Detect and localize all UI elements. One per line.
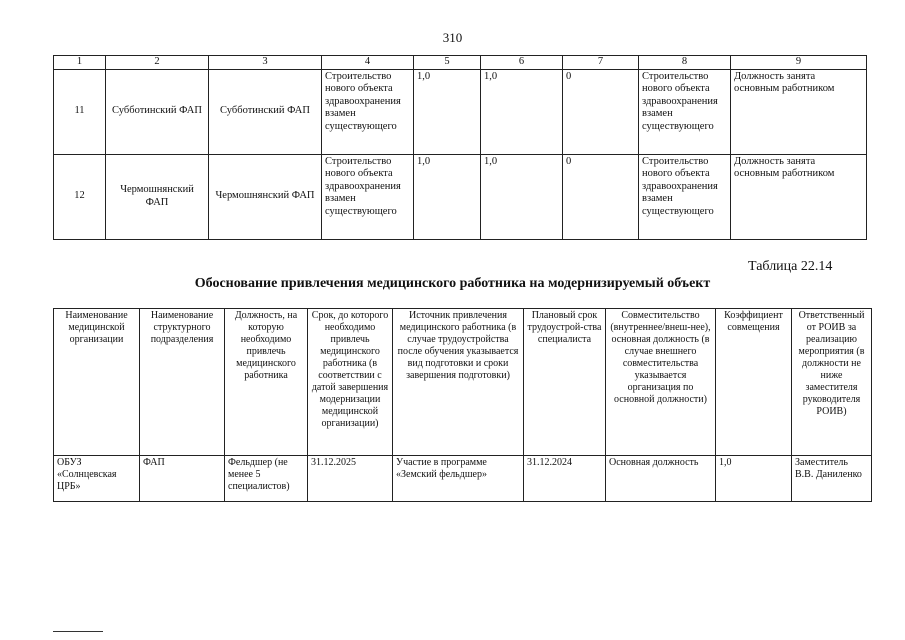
row-number: 11 — [54, 69, 106, 154]
action-cell: Строительство нового объекта здравоохранения взамен существующего — [322, 69, 414, 154]
column-number: 3 — [209, 56, 322, 70]
value-cell: 0 — [563, 154, 639, 239]
column-header: Срок, до которого необходимо привлечь медицинского работника (в соответствии с датой завершения модернизации медицинской организации) — [308, 309, 393, 456]
section-title: Обоснование привлечения медицинского работника на модернизируемый объект — [194, 276, 711, 291]
row-number: 12 — [54, 154, 106, 239]
table-row — [54, 456, 872, 502]
source-cell: Участие в программе «Земский фельдшер» — [393, 456, 524, 502]
column-header: Совместительство (внутреннее/внеш-нее), основная должность (в случае внешнего совместительства указывается организация по основной должности) — [606, 309, 716, 456]
value-cell: 0 — [563, 69, 639, 154]
header-row — [54, 309, 872, 456]
footnote-divider — [53, 631, 103, 632]
column-number-row — [54, 56, 867, 70]
position-cell: Фельдшер (не менее 5 специалистов) — [225, 456, 308, 502]
column-number: 2 — [106, 56, 209, 70]
subdivision-name: Чермошнянский ФАП — [209, 154, 322, 239]
subdivision-cell: ФАП — [140, 456, 225, 502]
column-header: Коэффициент совмещения — [716, 309, 792, 456]
deadline-cell: 31.12.2025 — [308, 456, 393, 502]
column-number: 6 — [481, 56, 563, 70]
table-label: Таблица 22.14 — [748, 259, 833, 274]
value-cell: 1,0 — [414, 69, 481, 154]
column-number: 4 — [322, 56, 414, 70]
status-cell: Должность занята основным работником — [731, 69, 867, 154]
column-header: Наименование медицинской организации — [54, 309, 140, 456]
value-cell: 1,0 — [481, 69, 563, 154]
organization-cell: ОБУЗ «Солнцевская ЦРБ» — [54, 456, 140, 502]
column-number: 1 — [54, 56, 106, 70]
top-table — [53, 55, 867, 240]
table-row — [54, 69, 867, 154]
status-cell: Должность занята основным работником — [731, 154, 867, 239]
action-cell: Строительство нового объекта здравоохранения взамен существующего — [322, 154, 414, 239]
column-number: 5 — [414, 56, 481, 70]
facility-name: Чермошнянский ФАП — [106, 154, 209, 239]
action-cell: Строительство нового объекта здравоохранения взамен существующего — [639, 154, 731, 239]
column-header: Должность, на которую необходимо привлечь медицинского работника — [225, 309, 308, 456]
planned-date-cell: 31.12.2024 — [524, 456, 606, 502]
column-header: Наименование структурного подразделения — [140, 309, 225, 456]
action-cell: Строительство нового объекта здравоохранения взамен существующего — [639, 69, 731, 154]
column-number: 7 — [563, 56, 639, 70]
column-number: 9 — [731, 56, 867, 70]
column-header: Ответственный от РОИВ за реализацию мероприятия (в должности не ниже заместителя руководителя РОИВ) — [792, 309, 872, 456]
subdivision-name: Субботинский ФАП — [209, 69, 322, 154]
page-number: 310 — [442, 30, 463, 45]
column-number: 8 — [639, 56, 731, 70]
column-header: Плановый срок трудоустрой-ства специалиста — [524, 309, 606, 456]
table-row — [54, 154, 867, 239]
facility-name: Субботинский ФАП — [106, 69, 209, 154]
value-cell: 1,0 — [414, 154, 481, 239]
column-header: Источник привлечения медицинского работника (в случае трудоустройства после обучения указывается вид подготовки и сроки завершения подготовки) — [393, 309, 524, 456]
coefficient-cell: 1,0 — [716, 456, 792, 502]
combination-cell: Основная должность — [606, 456, 716, 502]
responsible-cell: Заместитель В.В. Даниленко — [792, 456, 872, 502]
value-cell: 1,0 — [481, 154, 563, 239]
justification-table — [53, 308, 872, 502]
